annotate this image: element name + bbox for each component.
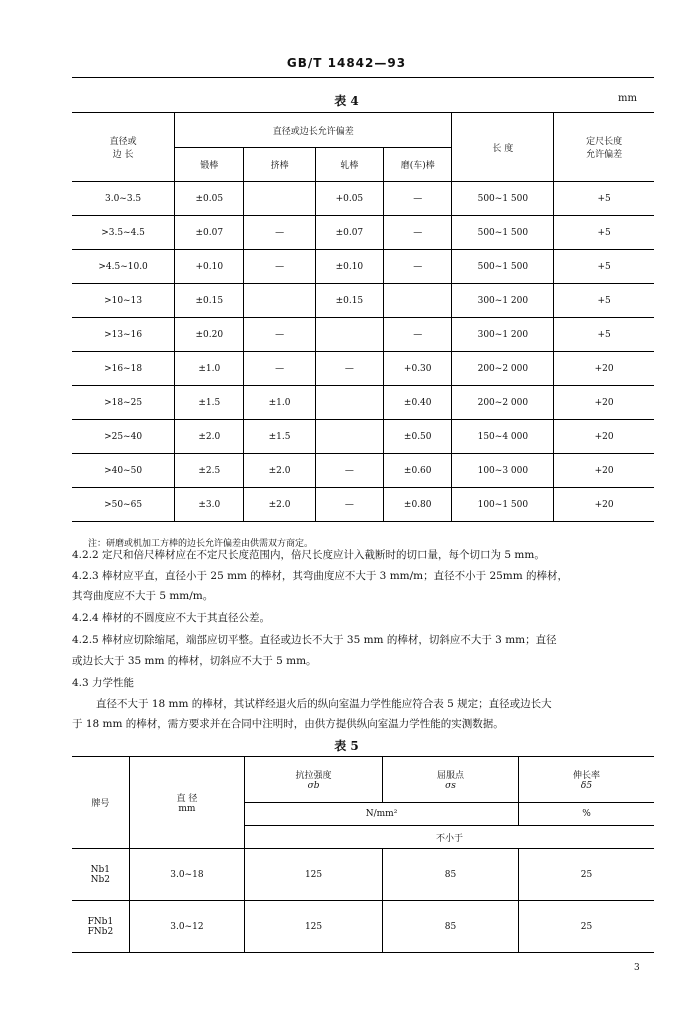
cell-forged: ±1.0 (175, 352, 244, 386)
cell-ground: +0.30 (384, 352, 452, 386)
col-diameter-header (129, 757, 244, 849)
cell-diameter: >13~16 (72, 318, 175, 352)
cell-diameter: >4.5~10.0 (72, 250, 175, 284)
table-row (72, 454, 654, 488)
cell-grade: Nb1 Nb2 (72, 849, 129, 901)
standard-code: GB/T 14842—93 (286, 56, 407, 70)
cell-diameter: >50~65 (72, 488, 175, 522)
cell-ground: ±0.50 (384, 420, 452, 454)
section-4-3-heading: 4.3 力学性能 (72, 677, 135, 689)
col-fixed-length-header: 定尺长度 允许偏差 (554, 113, 654, 182)
cell-diameter: >40~50 (72, 454, 175, 488)
table4-title: 表 4 (334, 94, 359, 108)
cell-fixed-tol: +20 (554, 420, 654, 454)
cell-length: 100~3 000 (452, 454, 554, 488)
cell-rolled: — (315, 352, 383, 386)
unit-stress: N/mm² (245, 803, 519, 826)
diameter-unit: mm (178, 804, 196, 814)
cell-forged: ±0.15 (175, 284, 244, 318)
elongation-symbol: δ5 (580, 781, 593, 791)
col-elongation-header (519, 757, 654, 803)
cell-forged: ±0.20 (175, 318, 244, 352)
cell-diameter: 3.0~18 (129, 849, 244, 901)
cell-diameter: >25~40 (72, 420, 175, 454)
cell-extruded: ±2.0 (244, 454, 315, 488)
cell-length: 500~1 500 (452, 250, 554, 284)
table5 (72, 756, 654, 953)
cell-extruded: ±2.0 (244, 488, 315, 522)
cell-extruded: — (244, 250, 315, 284)
table-row (72, 849, 654, 901)
cell-diameter: >18~25 (72, 386, 175, 420)
cell-rolled: +0.05 (315, 182, 383, 216)
table-row (72, 901, 654, 953)
cell-tensile: 125 (245, 849, 383, 901)
table4-unit: mm (618, 93, 637, 104)
subcol-ground-header: 磨(车)棒 (384, 148, 452, 182)
tensile-symbol: σb (307, 781, 320, 791)
page-number: 3 (634, 963, 640, 973)
col-yield-header (383, 757, 519, 803)
not-less-than: 不小于 (245, 826, 654, 849)
cell-ground: ±0.80 (384, 488, 452, 522)
cell-length: 300~1 200 (452, 318, 554, 352)
para-4-2-3-line2: 其弯曲度应不大于 5 mm/m。 (72, 590, 214, 602)
cell-yield: 85 (383, 849, 519, 901)
cell-rolled: ±0.10 (315, 250, 383, 284)
cell-extruded: — (244, 216, 315, 250)
cell-ground: ±0.40 (384, 386, 452, 420)
cell-ground (384, 284, 452, 318)
col-length-header: 长 度 (452, 113, 554, 182)
para-4-2-5-line1: 4.2.5 棒材应切除缩尾，端部应切平整。直径或边长不大于 35 mm 的棒材，切斜应不大于 3 mm；直径 (72, 634, 557, 646)
yield-symbol: σs (445, 781, 456, 791)
para-4-2-4: 4.2.4 棒材的不圆度应不大于其直径公差。 (72, 612, 271, 624)
tensile-label: 抗拉强度 (295, 771, 332, 781)
cell-extruded (244, 284, 315, 318)
cell-diameter: 3.0~12 (129, 901, 244, 953)
table-row (72, 182, 654, 216)
cell-ground: — (384, 318, 452, 352)
cell-rolled: ±0.07 (315, 216, 383, 250)
cell-elong: 25 (519, 849, 654, 901)
subcol-forged-header: 锻棒 (175, 148, 244, 182)
cell-rolled: — (315, 454, 383, 488)
col-tolerance-group-header: 直径或边长允许偏差 (175, 113, 452, 148)
table-row (72, 284, 654, 318)
cell-length: 150~4 000 (452, 420, 554, 454)
cell-fixed-tol: +20 (554, 454, 654, 488)
table4-note: 注：研磨或机加工方棒的边长允许偏差由供需双方商定。 (88, 539, 314, 549)
cell-ground: — (384, 250, 452, 284)
col-tensile-header (245, 757, 383, 803)
cell-fixed-tol: +5 (554, 182, 654, 216)
cell-length: 300~1 200 (452, 284, 554, 318)
cell-fixed-tol: +5 (554, 284, 654, 318)
cell-extruded (244, 182, 315, 216)
cell-forged: ±0.05 (175, 182, 244, 216)
cell-length: 200~2 000 (452, 386, 554, 420)
table-row (72, 352, 654, 386)
cell-forged: +0.10 (175, 250, 244, 284)
cell-forged: ±1.5 (175, 386, 244, 420)
cell-grade: FNb1 FNb2 (72, 901, 129, 953)
col-diameter-header: 直径或 边 长 (72, 113, 175, 182)
para-4-2-2: 4.2.2 定尺和倍尺棒材应在不定尺长度范围内，倍尺长度应计入截断时的切口量，每个切口为 5 mm。 (72, 549, 545, 561)
cell-tensile: 125 (245, 901, 383, 953)
elongation-label: 伸长率 (573, 771, 601, 781)
para-4-2-5-line2: 或边长大于 35 mm 的棒材，切斜应不大于 5 mm。 (72, 655, 317, 667)
cell-fixed-tol: +5 (554, 250, 654, 284)
cell-yield: 85 (383, 901, 519, 953)
table-row (72, 216, 654, 250)
table-row (72, 318, 654, 352)
cell-length: 200~2 000 (452, 352, 554, 386)
header-rule (72, 77, 654, 78)
cell-fixed-tol: +5 (554, 318, 654, 352)
cell-forged: ±2.0 (175, 420, 244, 454)
cell-fixed-tol: +5 (554, 216, 654, 250)
cell-diameter: >16~18 (72, 352, 175, 386)
unit-percent: % (519, 803, 654, 826)
cell-extruded: — (244, 352, 315, 386)
cell-rolled: — (315, 488, 383, 522)
cell-ground: ±0.60 (384, 454, 452, 488)
cell-ground: — (384, 182, 452, 216)
diameter-label: 直 径 (176, 794, 198, 804)
table-row (72, 250, 654, 284)
col-grade-header: 牌号 (72, 757, 129, 849)
para-4-3-line2: 于 18 mm 的棒材，需方要求并在合同中注明时，由供方提供纵向室温力学性能的实测数据。 (72, 718, 504, 730)
cell-length: 500~1 500 (452, 182, 554, 216)
cell-extruded: ±1.0 (244, 386, 315, 420)
cell-diameter: 3.0~3.5 (72, 182, 175, 216)
cell-fixed-tol: +20 (554, 352, 654, 386)
cell-forged: ±3.0 (175, 488, 244, 522)
cell-extruded: — (244, 318, 315, 352)
table4 (72, 112, 654, 522)
subcol-extruded-header: 挤棒 (244, 148, 315, 182)
cell-elong: 25 (519, 901, 654, 953)
cell-extruded: ±1.5 (244, 420, 315, 454)
table5-title: 表 5 (334, 739, 359, 753)
table-row (72, 420, 654, 454)
para-4-3-line1: 直径不大于 18 mm 的棒材，其试样经退火后的纵向室温力学性能应符合表 5 规定；直径或边长大 (96, 698, 552, 710)
cell-forged: ±2.5 (175, 454, 244, 488)
cell-length: 100~1 500 (452, 488, 554, 522)
cell-rolled (315, 318, 383, 352)
yield-label: 屈服点 (437, 771, 465, 781)
table-row (72, 386, 654, 420)
para-4-2-3-line1: 4.2.3 棒材应平直，直径小于 25 mm 的棒材，其弯曲度应不大于 3 mm/m；直径不小于 25mm 的棒材， (72, 570, 569, 582)
cell-diameter: >3.5~4.5 (72, 216, 175, 250)
cell-fixed-tol: +20 (554, 386, 654, 420)
cell-rolled (315, 420, 383, 454)
cell-diameter: >10~13 (72, 284, 175, 318)
cell-rolled (315, 386, 383, 420)
cell-forged: ±0.07 (175, 216, 244, 250)
cell-ground: — (384, 216, 452, 250)
cell-length: 500~1 500 (452, 216, 554, 250)
subcol-rolled-header: 轧棒 (315, 148, 383, 182)
cell-rolled: ±0.15 (315, 284, 383, 318)
table-row (72, 488, 654, 522)
cell-fixed-tol: +20 (554, 488, 654, 522)
